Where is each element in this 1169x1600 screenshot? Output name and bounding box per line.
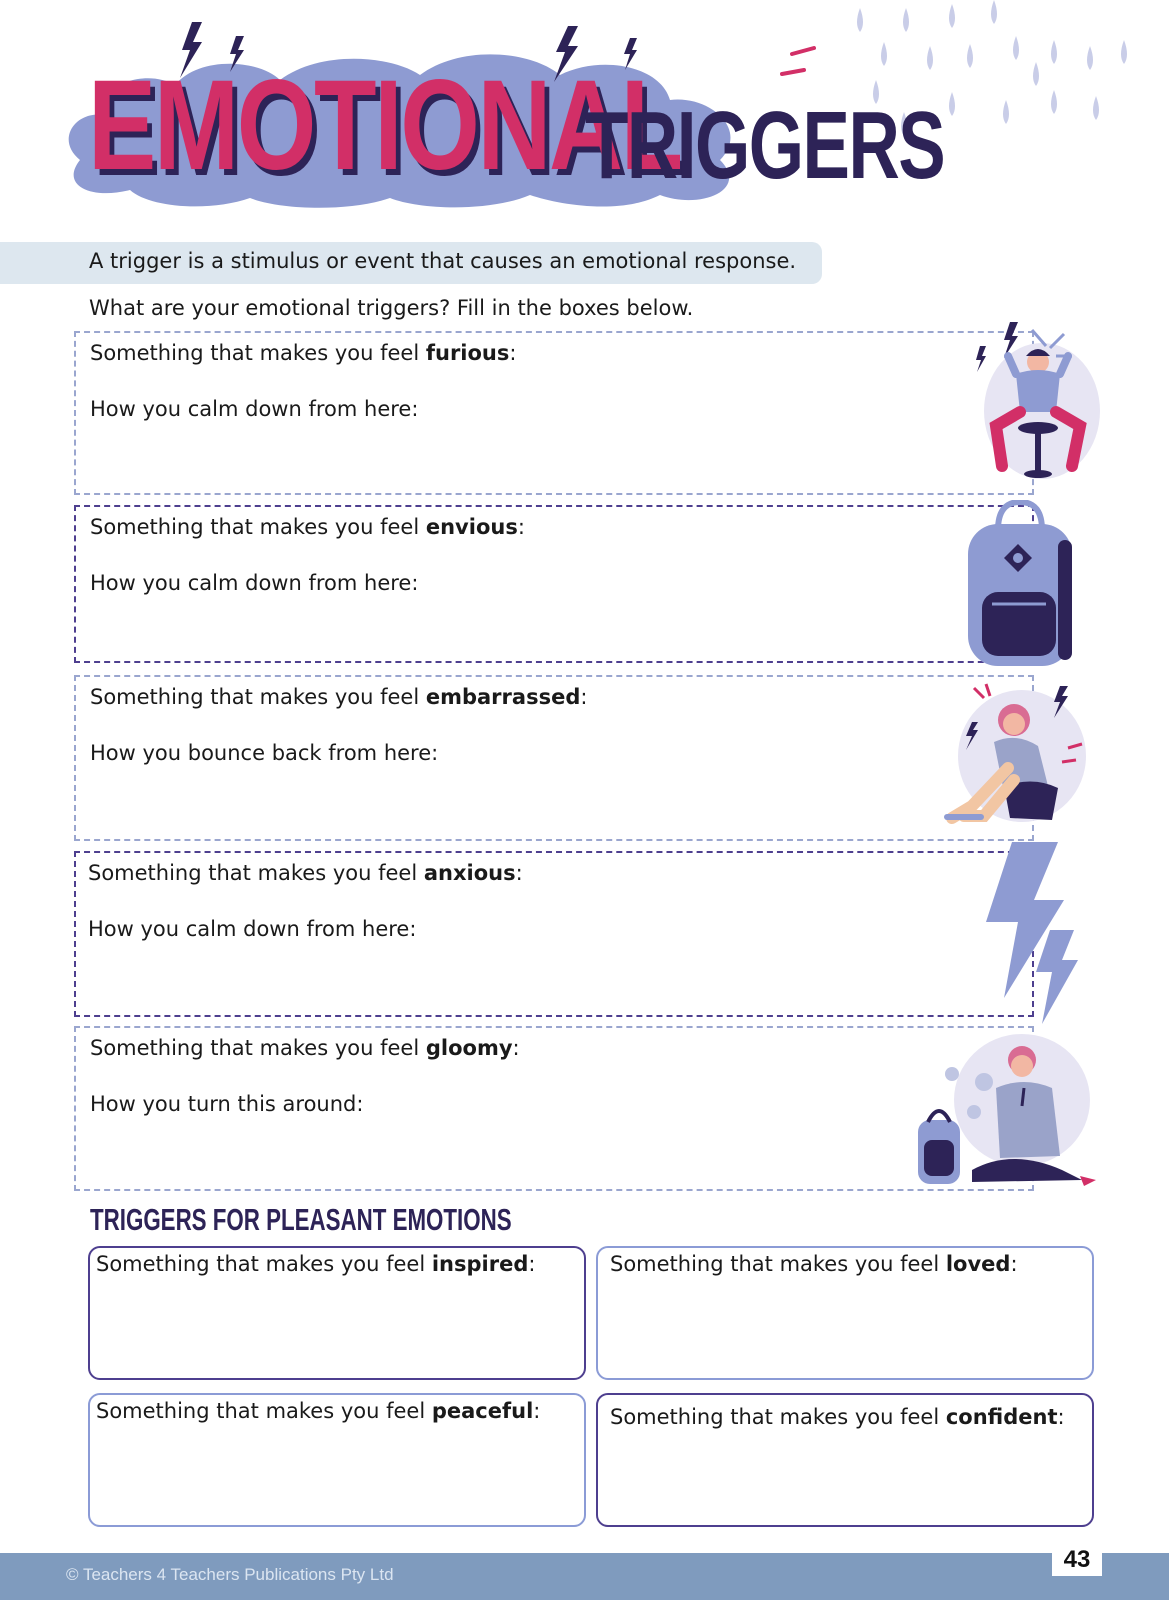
peaceful-box[interactable] [88,1393,586,1527]
loved-box[interactable] [596,1246,1094,1380]
gloomy-person-icon [912,1030,1102,1198]
emotion-word: loved [945,1252,1011,1276]
emotion-word: inspired [431,1252,529,1276]
sad-girl-icon [944,676,1094,840]
emotion-word: envious [425,515,518,539]
box-followup: How you calm down from here: [90,571,419,595]
box-prompt: Something that makes you feel envious: [90,515,525,539]
pleasant-heading: TRIGGERS FOR PLEASANT EMOTIONS [90,1202,512,1237]
title-emotional: EMOTIONAL [88,54,681,197]
box-prompt: Something that makes you feel confident: [610,1405,1065,1429]
embarrassed-box[interactable] [74,675,1034,841]
box-prompt: Something that makes you feel inspired: [96,1252,536,1276]
emotion-word: embarrassed [425,685,581,709]
lightning-icon [982,842,1092,1028]
confident-box[interactable] [596,1393,1094,1527]
gloomy-box[interactable] [74,1026,1034,1191]
backpack-icon [962,500,1080,670]
anxious-box[interactable] [74,851,1034,1017]
emotion-word: gloomy [425,1036,513,1060]
page-number: 43 [1052,1544,1102,1576]
instruction-text: What are your emotional triggers? Fill in the boxes below. [89,296,694,320]
stressed-man-icon [972,316,1102,488]
box-followup: How you calm down from here: [88,917,417,941]
emotion-word: anxious [423,861,516,885]
copyright-text: © Teachers 4 Teachers Publications Pty Ltd [66,1565,394,1584]
box-prompt: Something that makes you feel gloomy: [90,1036,520,1060]
dash-decoration [778,44,818,84]
emotion-word: confident [945,1405,1058,1429]
box-followup: How you bounce back from here: [90,741,439,765]
intro-text: A trigger is a stimulus or event that causes an emotional response. [89,249,797,273]
box-prompt: Something that makes you feel peaceful: [96,1399,541,1423]
box-prompt: Something that makes you feel anxious: [88,861,523,885]
box-prompt: Something that makes you feel loved: [610,1252,1018,1276]
emotion-word: furious [425,341,510,365]
box-prompt: Something that makes you feel furious: [90,341,517,365]
box-followup: How you calm down from here: [90,397,419,421]
envious-box[interactable] [74,505,1034,663]
furious-box[interactable] [74,331,1034,495]
title-triggers: TRIGGERS [585,92,945,199]
box-prompt: Something that makes you feel embarrassed: [90,685,588,709]
inspired-box[interactable] [88,1246,586,1380]
footer-bar [0,1553,1169,1600]
emotion-word: peaceful [431,1399,534,1423]
box-followup: How you turn this around: [90,1092,364,1116]
